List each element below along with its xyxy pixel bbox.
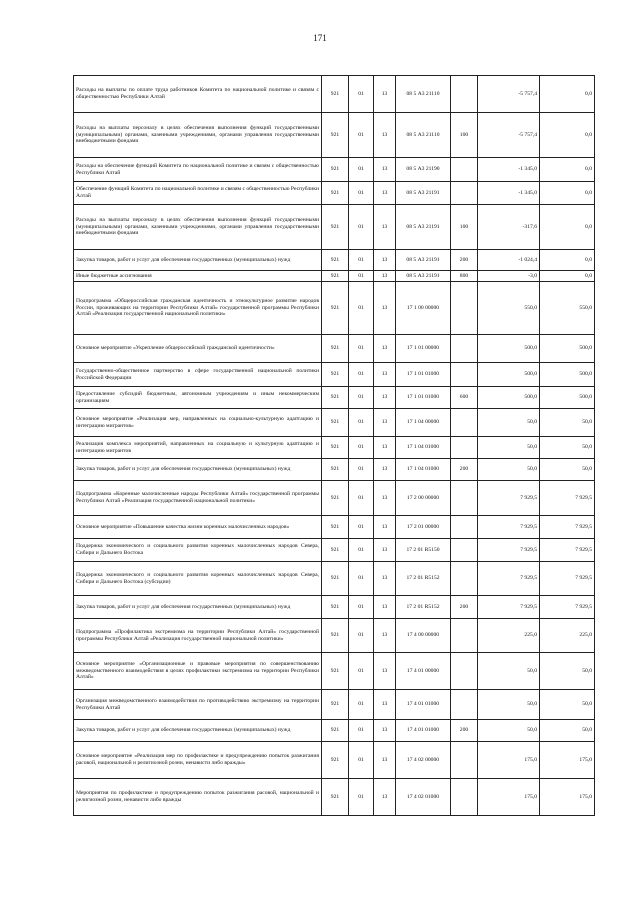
subsection-code-cell: 13 (374, 76, 396, 113)
expense-type-code-cell (451, 619, 478, 653)
table-row (74, 742, 595, 779)
subsection-code-cell: 13 (374, 596, 396, 619)
amount-total-cell: 0,0 (540, 250, 595, 271)
section-code-cell: 01 (349, 720, 374, 742)
target-item-code-cell: 17 4 00 00000 (396, 619, 451, 653)
department-code-cell: 921 (322, 459, 349, 481)
amount-total-cell: 7 929,5 (540, 539, 595, 562)
expense-type-code-cell (451, 76, 478, 113)
expense-name-cell: Основное мероприятие «Укрепление общероссийской гражданской идентичности» (74, 335, 322, 363)
expense-name-cell: Иные бюджетные ассигнования (74, 271, 322, 282)
amount-total-cell: 7 929,5 (540, 596, 595, 619)
amount-total-cell: 50,0 (540, 409, 595, 437)
amount-total-cell: 0,0 (540, 158, 595, 182)
table-row (74, 282, 595, 335)
amount-total-cell: 500,0 (540, 387, 595, 409)
amount-change-cell: -3,0 (478, 271, 540, 282)
subsection-code-cell: 13 (374, 653, 396, 690)
expense-type-code-cell (451, 437, 478, 459)
amount-total-cell: 225,0 (540, 619, 595, 653)
department-code-cell: 921 (322, 387, 349, 409)
table-row (74, 113, 595, 158)
section-code-cell: 01 (349, 596, 374, 619)
department-code-cell: 921 (322, 282, 349, 335)
department-code-cell: 921 (322, 182, 349, 205)
budget-table-body (74, 76, 595, 816)
department-code-cell: 921 (322, 742, 349, 779)
expense-name-cell: Закупка товаров, работ и услуг для обеспечения государственных (муниципальных) нужд (74, 596, 322, 619)
expense-name-cell: Предоставление субсидий бюджетным, автономным учреждениям и иным некоммерческим организациям (74, 387, 322, 409)
amount-change-cell: 500,0 (478, 335, 540, 363)
section-code-cell: 01 (349, 387, 374, 409)
expense-type-code-cell (451, 653, 478, 690)
target-item-code-cell: 17 2 01 R5152 (396, 596, 451, 619)
section-code-cell: 01 (349, 516, 374, 539)
subsection-code-cell: 13 (374, 250, 396, 271)
expense-type-code-cell: 200 (451, 459, 478, 481)
table-row (74, 516, 595, 539)
amount-change-cell: 50,0 (478, 437, 540, 459)
amount-change-cell: -1 345,0 (478, 158, 540, 182)
expense-type-code-cell (451, 539, 478, 562)
target-item-code-cell: 17 4 01 00000 (396, 653, 451, 690)
expense-type-code-cell: 800 (451, 271, 478, 282)
section-code-cell: 01 (349, 282, 374, 335)
table-row (74, 250, 595, 271)
amount-total-cell: 0,0 (540, 182, 595, 205)
amount-total-cell: 50,0 (540, 690, 595, 720)
expense-type-code-cell: 600 (451, 387, 478, 409)
section-code-cell: 01 (349, 363, 374, 387)
target-item-code-cell: 17 1 04 00000 (396, 409, 451, 437)
department-code-cell: 921 (322, 779, 349, 816)
table-row (74, 596, 595, 619)
department-code-cell: 921 (322, 539, 349, 562)
subsection-code-cell: 13 (374, 619, 396, 653)
expense-name-cell: Расходы на обеспечение функций Комитета по национальной политике и связям с общественностью Республики Алтай (74, 158, 322, 182)
target-item-code-cell: 17 1 00 00000 (396, 282, 451, 335)
amount-total-cell: 175,0 (540, 742, 595, 779)
table-row (74, 205, 595, 250)
subsection-code-cell: 13 (374, 113, 396, 158)
amount-total-cell: 7 929,5 (540, 481, 595, 516)
target-item-code-cell: 17 2 01 00000 (396, 516, 451, 539)
amount-change-cell: 500,0 (478, 363, 540, 387)
table-row (74, 720, 595, 742)
table-row (74, 158, 595, 182)
target-item-code-cell: 17 4 02 01000 (396, 779, 451, 816)
target-item-code-cell: 17 1 01 01000 (396, 387, 451, 409)
target-item-code-cell: 17 4 01 01000 (396, 720, 451, 742)
amount-total-cell: 0,0 (540, 76, 595, 113)
department-code-cell: 921 (322, 250, 349, 271)
table-row (74, 459, 595, 481)
expense-name-cell: Подпрограмма «Коренные малочисленные народы Республики Алтай» государственной программы Республики Алтай «Реализация государственной национальной политики» (74, 481, 322, 516)
amount-total-cell: 500,0 (540, 363, 595, 387)
department-code-cell: 921 (322, 158, 349, 182)
expense-name-cell: Закупка товаров, работ и услуг для обеспечения государственных (муниципальных) нужд (74, 459, 322, 481)
expense-name-cell: Поддержка экономического и социального развития коренных малочисленных народов Севера, Сибири и Дальнего Востока (субсидии) (74, 562, 322, 596)
expense-name-cell: Расходы на выплаты персоналу в целях обеспечения выполнения функций государственными (муниципальными) органами, казенными учреждениями, органами управления государственными внебюджетными фондами (74, 113, 322, 158)
amount-total-cell: 500,0 (540, 335, 595, 363)
department-code-cell: 921 (322, 619, 349, 653)
department-code-cell: 921 (322, 516, 349, 539)
expense-type-code-cell (451, 282, 478, 335)
target-item-code-cell: 17 4 02 00000 (396, 742, 451, 779)
subsection-code-cell: 13 (374, 387, 396, 409)
table-row (74, 619, 595, 653)
amount-total-cell: 550,0 (540, 282, 595, 335)
amount-change-cell: 7 929,5 (478, 596, 540, 619)
expense-type-code-cell (451, 516, 478, 539)
department-code-cell: 921 (322, 409, 349, 437)
amount-total-cell: 175,0 (540, 779, 595, 816)
expense-type-code-cell: 200 (451, 596, 478, 619)
amount-change-cell: -1 024,4 (478, 250, 540, 271)
department-code-cell: 921 (322, 113, 349, 158)
expense-name-cell: Расходы на выплаты персоналу в целях обеспечения выполнения функций государственными (муниципальными) органами, казенными учреждениями, органами управления государственными внебюджетными фондами (74, 205, 322, 250)
amount-change-cell: -5 757,4 (478, 113, 540, 158)
target-item-code-cell: 17 2 01 R5152 (396, 562, 451, 596)
subsection-code-cell: 13 (374, 720, 396, 742)
amount-change-cell: 7 929,5 (478, 539, 540, 562)
amount-change-cell: 7 929,5 (478, 481, 540, 516)
expense-type-code-cell (451, 182, 478, 205)
target-item-code-cell: 17 4 01 01000 (396, 690, 451, 720)
expense-type-code-cell: 200 (451, 250, 478, 271)
department-code-cell: 921 (322, 363, 349, 387)
amount-total-cell: 0,0 (540, 271, 595, 282)
target-item-code-cell: 17 2 01 R5150 (396, 539, 451, 562)
target-item-code-cell: 08 5 А3 21110 (396, 76, 451, 113)
table-row (74, 562, 595, 596)
page-number: 171 (313, 33, 327, 43)
section-code-cell: 01 (349, 539, 374, 562)
subsection-code-cell: 13 (374, 516, 396, 539)
section-code-cell: 01 (349, 158, 374, 182)
table-row (74, 76, 595, 113)
department-code-cell: 921 (322, 596, 349, 619)
section-code-cell: 01 (349, 250, 374, 271)
department-code-cell: 921 (322, 335, 349, 363)
amount-change-cell: 50,0 (478, 653, 540, 690)
section-code-cell: 01 (349, 76, 374, 113)
expense-name-cell: Основное мероприятие «Реализация мер по профилактике и предупреждению попыток разжигания расовой, национальной и религиозной розни, ненависти либо вражды» (74, 742, 322, 779)
section-code-cell: 01 (349, 562, 374, 596)
amount-total-cell: 50,0 (540, 437, 595, 459)
amount-total-cell: 50,0 (540, 459, 595, 481)
expense-name-cell: Закупка товаров, работ и услуг для обеспечения государственных (муниципальных) нужд (74, 250, 322, 271)
section-code-cell: 01 (349, 619, 374, 653)
department-code-cell: 921 (322, 76, 349, 113)
amount-total-cell: 50,0 (540, 653, 595, 690)
expense-type-code-cell (451, 409, 478, 437)
amount-change-cell: 50,0 (478, 459, 540, 481)
subsection-code-cell: 13 (374, 539, 396, 562)
expense-name-cell: Поддержка экономического и социального развития коренных малочисленных народов Севера, Сибири и Дальнего Востока (74, 539, 322, 562)
department-code-cell: 921 (322, 437, 349, 459)
amount-total-cell: 7 929,5 (540, 516, 595, 539)
expense-name-cell: Обеспечение функций Комитета по национальной политике и связям с общественностью Республики Алтай (74, 182, 322, 205)
target-item-code-cell: 17 1 04 01000 (396, 459, 451, 481)
subsection-code-cell: 13 (374, 282, 396, 335)
expense-type-code-cell: 100 (451, 113, 478, 158)
subsection-code-cell: 13 (374, 481, 396, 516)
amount-total-cell: 0,0 (540, 205, 595, 250)
amount-total-cell: 0,0 (540, 113, 595, 158)
target-item-code-cell: 17 1 04 01000 (396, 437, 451, 459)
subsection-code-cell: 13 (374, 690, 396, 720)
amount-change-cell: 50,0 (478, 409, 540, 437)
expense-type-code-cell: 100 (451, 205, 478, 250)
expense-name-cell: Мероприятия по профилактике и предупреждению попыток разжигания расовой, национальной и религиозной розни, ненависти либо вражды (74, 779, 322, 816)
table-row (74, 271, 595, 282)
subsection-code-cell: 13 (374, 182, 396, 205)
table-row (74, 363, 595, 387)
expense-name-cell: Подпрограмма «Профилактика экстремизма на территории Республики Алтай» государственной программы Республики Алтай «Реализация государственной национальной политики» (74, 619, 322, 653)
expense-type-code-cell (451, 335, 478, 363)
subsection-code-cell: 13 (374, 562, 396, 596)
table-row (74, 409, 595, 437)
department-code-cell: 921 (322, 720, 349, 742)
amount-change-cell: 7 929,5 (478, 562, 540, 596)
expense-name-cell: Основное мероприятие «Реализация мер, направленных на социально-культурную адаптацию и интеграцию мигрантов» (74, 409, 322, 437)
subsection-code-cell: 13 (374, 363, 396, 387)
amount-change-cell: -5 757,4 (478, 76, 540, 113)
target-item-code-cell: 08 5 А3 21191 (396, 182, 451, 205)
expense-name-cell: Реализация комплекса мероприятий, направленных на социальную и культурную адаптацию и интеграцию мигрантов (74, 437, 322, 459)
target-item-code-cell: 08 5 А3 21110 (396, 113, 451, 158)
table-row (74, 335, 595, 363)
subsection-code-cell: 13 (374, 779, 396, 816)
expense-type-code-cell (451, 481, 478, 516)
amount-change-cell: -317,6 (478, 205, 540, 250)
target-item-code-cell: 17 1 01 00000 (396, 335, 451, 363)
department-code-cell: 921 (322, 271, 349, 282)
expense-type-code-cell (451, 363, 478, 387)
department-code-cell: 921 (322, 653, 349, 690)
table-row (74, 437, 595, 459)
expense-type-code-cell: 200 (451, 720, 478, 742)
target-item-code-cell: 08 5 А3 21191 (396, 250, 451, 271)
table-row (74, 481, 595, 516)
table-row (74, 182, 595, 205)
subsection-code-cell: 13 (374, 335, 396, 363)
subsection-code-cell: 13 (374, 459, 396, 481)
expense-name-cell: Государственно-общественное партнерство в сфере государственной национальной политики Российской Федерации (74, 363, 322, 387)
section-code-cell: 01 (349, 481, 374, 516)
amount-total-cell: 7 929,5 (540, 562, 595, 596)
amount-change-cell: 50,0 (478, 720, 540, 742)
subsection-code-cell: 13 (374, 271, 396, 282)
subsection-code-cell: 13 (374, 742, 396, 779)
section-code-cell: 01 (349, 205, 374, 250)
department-code-cell: 921 (322, 690, 349, 720)
amount-change-cell: 7 929,5 (478, 516, 540, 539)
section-code-cell: 01 (349, 271, 374, 282)
amount-total-cell: 50,0 (540, 720, 595, 742)
subsection-code-cell: 13 (374, 158, 396, 182)
expense-type-code-cell (451, 779, 478, 816)
table-row (74, 653, 595, 690)
expense-name-cell: Основное мероприятие «Повышение качества жизни коренных малочисленных народов» (74, 516, 322, 539)
amount-change-cell: 175,0 (478, 742, 540, 779)
expense-type-code-cell (451, 690, 478, 720)
subsection-code-cell: 13 (374, 205, 396, 250)
amount-change-cell: 225,0 (478, 619, 540, 653)
table-row (74, 690, 595, 720)
expense-type-code-cell (451, 158, 478, 182)
target-item-code-cell: 08 5 А3 21191 (396, 205, 451, 250)
section-code-cell: 01 (349, 409, 374, 437)
expense-name-cell: Расходы на выплаты по оплате труда работников Комитета по национальной политике и связям с общественностью Республики Алтай (74, 76, 322, 113)
amount-change-cell: -1 345,0 (478, 182, 540, 205)
expense-name-cell: Подпрограмма «Общероссийская гражданская идентичность и этнокультурное развитие народов России, проживающих на территории Республики Алтай» государственной программы Республики Алтай «Реализация государственной национальной политики» (74, 282, 322, 335)
expense-name-cell: Закупка товаров, работ и услуг для обеспечения государственных (муниципальных) нужд (74, 720, 322, 742)
table-row (74, 387, 595, 409)
target-item-code-cell: 08 5 А3 21190 (396, 158, 451, 182)
budget-table (73, 75, 595, 816)
section-code-cell: 01 (349, 182, 374, 205)
target-item-code-cell: 17 2 00 00000 (396, 481, 451, 516)
table-row (74, 779, 595, 816)
table-row (74, 539, 595, 562)
section-code-cell: 01 (349, 690, 374, 720)
target-item-code-cell: 08 5 А3 21191 (396, 271, 451, 282)
subsection-code-cell: 13 (374, 437, 396, 459)
department-code-cell: 921 (322, 205, 349, 250)
amount-change-cell: 175,0 (478, 779, 540, 816)
subsection-code-cell: 13 (374, 409, 396, 437)
section-code-cell: 01 (349, 653, 374, 690)
section-code-cell: 01 (349, 437, 374, 459)
expense-name-cell: Основное мероприятие «Организационные и правовые мероприятия по совершенствованию межведомственного взаимодействия в целях профилактики экстремизма на территории Республики Алтай» (74, 653, 322, 690)
section-code-cell: 01 (349, 113, 374, 158)
amount-change-cell: 500,0 (478, 387, 540, 409)
department-code-cell: 921 (322, 562, 349, 596)
expense-type-code-cell (451, 562, 478, 596)
amount-change-cell: 550,0 (478, 282, 540, 335)
expense-name-cell: Организация межведомственного взаимодействия по противодействию экстремизму на территории Республики Алтай (74, 690, 322, 720)
amount-change-cell: 50,0 (478, 690, 540, 720)
section-code-cell: 01 (349, 779, 374, 816)
section-code-cell: 01 (349, 335, 374, 363)
department-code-cell: 921 (322, 481, 349, 516)
target-item-code-cell: 17 1 01 01000 (396, 363, 451, 387)
section-code-cell: 01 (349, 742, 374, 779)
expense-type-code-cell (451, 742, 478, 779)
section-code-cell: 01 (349, 459, 374, 481)
